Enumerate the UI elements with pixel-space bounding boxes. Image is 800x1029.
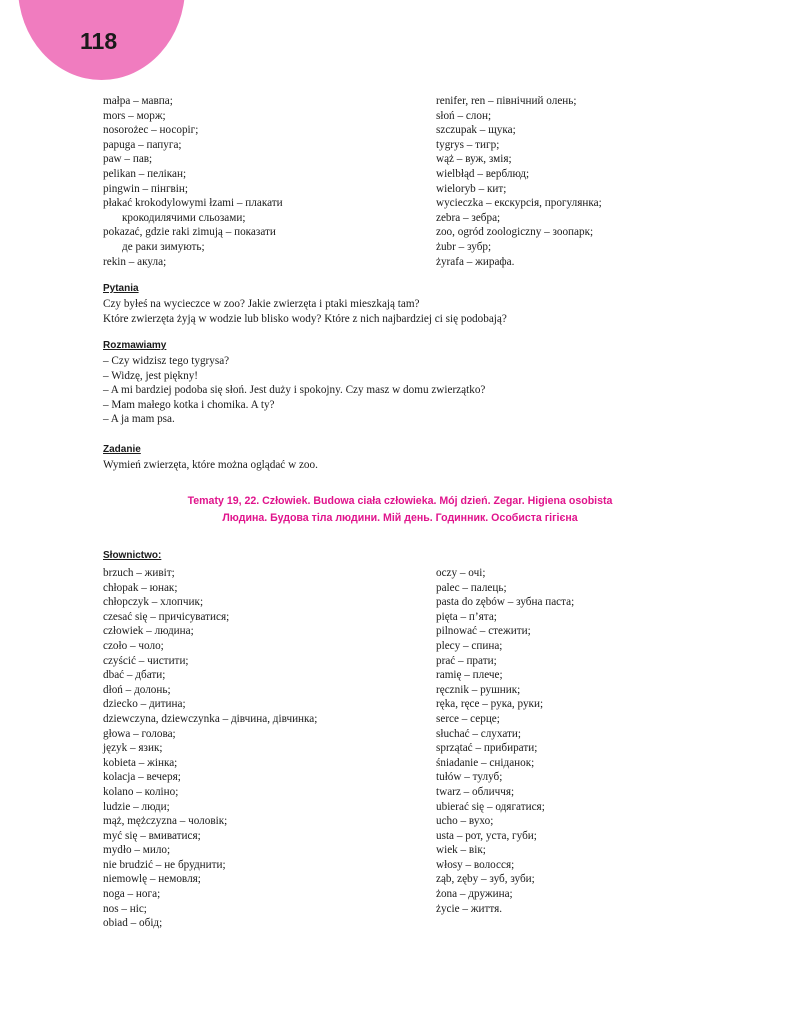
pytania-heading: Pytania [103,283,139,294]
vocab-entry: serce – серце; [436,712,500,725]
vocab-entry: ramię – плече; [436,669,503,682]
vocab-top-left-column [103,94,433,269]
vocab-entry: mors – морж; [103,109,166,122]
vocab-entry: pasta do zębów – зубна паста; [436,596,575,609]
dialogue-line: – A mi bardziej podoba się słoń. Jest duży i spokojny. Czy masz w domu zwierzątko? [103,384,486,397]
vocab-entry: ręka, ręce – рука, руки; [436,698,544,711]
vocab-entry: renifer, ren – північний олень; [436,95,577,107]
vocab-entry: kobieta – жінка; [103,756,178,769]
vocab-entry: tułów – тулуб; [436,771,503,784]
vocab-entry: chłopczyk – хлопчик; [103,596,204,609]
vocab-entry: dbać – дбати; [103,669,166,682]
vocab-entry: pokazać, gdzie raki zimują – показати [103,226,276,239]
vocab-entry: włosy – волосся; [436,858,515,871]
vocab-entry: nosorożec – носоріг; [103,124,199,137]
page-number: 118 [80,28,118,54]
vocab-entry: ząb, zęby – зуб, зуби; [436,873,535,886]
vocab-entry: prać – прати; [436,654,497,667]
vocab-entry: twarz – обличчя; [436,785,515,798]
vocab-entry: noga – нога; [103,888,161,901]
zadanie-section [103,443,318,473]
dialogue-line: – Widzę, jest piękny! [103,369,199,382]
slownictwo-heading-wrap [103,549,161,564]
slownictwo-heading: Słownictwo: [103,550,162,561]
vocab-entry: sprzątać – прибирати; [436,742,538,755]
vocab-entry: nos – ніс; [103,902,147,915]
pytania-line: Które zwierzęta żyją w wodzie lub blisko wody? Które z nich najbardziej ci się podobają? [103,312,507,325]
vocab-entry: brzuch – живіт; [103,567,175,579]
vocab-entry: żyrafa – жирафа. [436,255,515,268]
rozmawiamy-heading: Rozmawiamy [103,340,167,351]
vocab-entry: szczupak – щука; [436,124,516,137]
zadanie-line: Wymień zwierzęta, które można oglądać w zoo. [103,459,318,471]
vocab-entry: wieloryb – кит; [436,182,507,195]
vocab-entry: plecy – спина; [436,639,503,652]
pytania-section [103,282,507,326]
vocab-entry: kolano – коліно; [103,785,179,798]
vocab-entry: żubr – зубр; [436,240,492,253]
vocab-entry: wielbłąd – верблюд; [436,167,530,180]
vocab-entry: życie – життя. [436,902,503,915]
vocab-entry: język – язик; [103,742,163,755]
vocab-entry: dłoń – долонь; [103,683,171,696]
vocab-entry: głowa – голова; [103,727,176,740]
vocab-body [103,566,703,936]
vocab-entry: oczy – очі; [436,567,486,579]
rozmawiamy-section [103,339,485,427]
vocab-entry: nie brudzić – не бруднити; [103,858,226,871]
vocab-entry: pingwin – пінгвін; [103,182,189,195]
vocab-entry: mąż, mężczyzna – чоловік; [103,815,228,828]
vocab-entry: ludzie – люди; [103,800,170,813]
vocab-entry: tygrys – тигр; [436,138,500,151]
vocab-entry-continuation: крокодилячими сльозами; [122,211,246,224]
vocab-entry: ręcznik – рушник; [436,683,521,696]
vocab-entry: czesać się – причісуватися; [103,610,230,623]
vocab-entry: myć się – вмиватися; [103,829,201,842]
zadanie-heading: Zadanie [103,444,141,455]
vocab-entry: pelikan – пелікан; [103,167,187,180]
vocab-entry: usta – рот, уста, губи; [436,829,537,842]
vocab-entry: zebra – зебра; [436,211,501,224]
topic-title-polish: Tematy 19, 22. Człowiek. Budowa ciała człowieka. Mój dzień. Zegar. Higiena osobista [187,495,613,507]
vocab-entry: kolacja – вечеря; [103,771,181,784]
vocab-entry: pięta – п’ята; [436,610,497,623]
vocab-top [103,94,703,270]
vocab-entry: ucho – вухо; [436,815,494,828]
vocab-entry: palec – палець; [436,581,507,594]
vocab-entry: niemowlę – немовля; [103,873,201,886]
vocab-body-right-column [436,566,706,916]
vocab-entry: mydło – мило; [103,844,171,857]
vocab-entry: czoło – чоло; [103,639,164,652]
vocab-entry: paw – пав; [103,153,153,166]
vocab-entry: chłopak – юнак; [103,581,178,594]
vocab-entry: papuga – папуга; [103,138,182,151]
vocab-body-left-column [103,566,433,931]
vocab-entry: wiek – вік; [436,844,486,857]
topic-title-ukrainian: Людина. Будова тіла людини. Мій день. Годинник. Особиста гігієна [222,512,578,524]
vocab-entry: obiad – обід; [103,917,163,930]
vocab-entry: słoń – слон; [436,109,492,122]
vocab-entry: wycieczka – екскурсія, прогулянка; [436,197,602,210]
vocab-entry: ubierać się – одягатися; [436,800,545,813]
vocab-entry: małpa – мавпа; [103,95,173,107]
dialogue-line: – Czy widzisz tego tygrysa? [103,355,230,367]
vocab-entry: śniadanie – сніданок; [436,756,535,769]
vocab-entry: czyścić – чистити; [103,654,189,667]
dialogue-line: – A ja mam psa. [103,413,175,426]
dialogue-line: – Mam małego kotka i chomika. A ty? [103,398,275,411]
vocab-entry: wąż – вуж, змія; [436,153,512,166]
vocab-entry: zoo, ogród zoologiczny – зоопарк; [436,226,594,239]
vocab-entry: rekin – акула; [103,255,167,268]
vocab-entry-continuation: де раки зимують; [122,240,205,253]
pytania-line: Czy byłeś na wycieczce w zoo? Jakie zwierzęta i ptaki mieszkają tam? [103,298,420,310]
vocab-entry: człowiek – людина; [103,625,194,638]
vocab-entry: słuchać – слухати; [436,727,521,740]
vocab-entry: dziewczyna, dziewczynka – дівчина, дівчинка; [103,712,318,725]
vocab-entry: pilnować – стежити; [436,625,531,638]
vocab-entry: płakać krokodylowymi łzami – плакати [103,197,283,210]
vocab-entry: żona – дружина; [436,888,513,901]
vocab-top-right-column [436,94,706,269]
vocab-entry: dziecko – дитина; [103,698,186,711]
